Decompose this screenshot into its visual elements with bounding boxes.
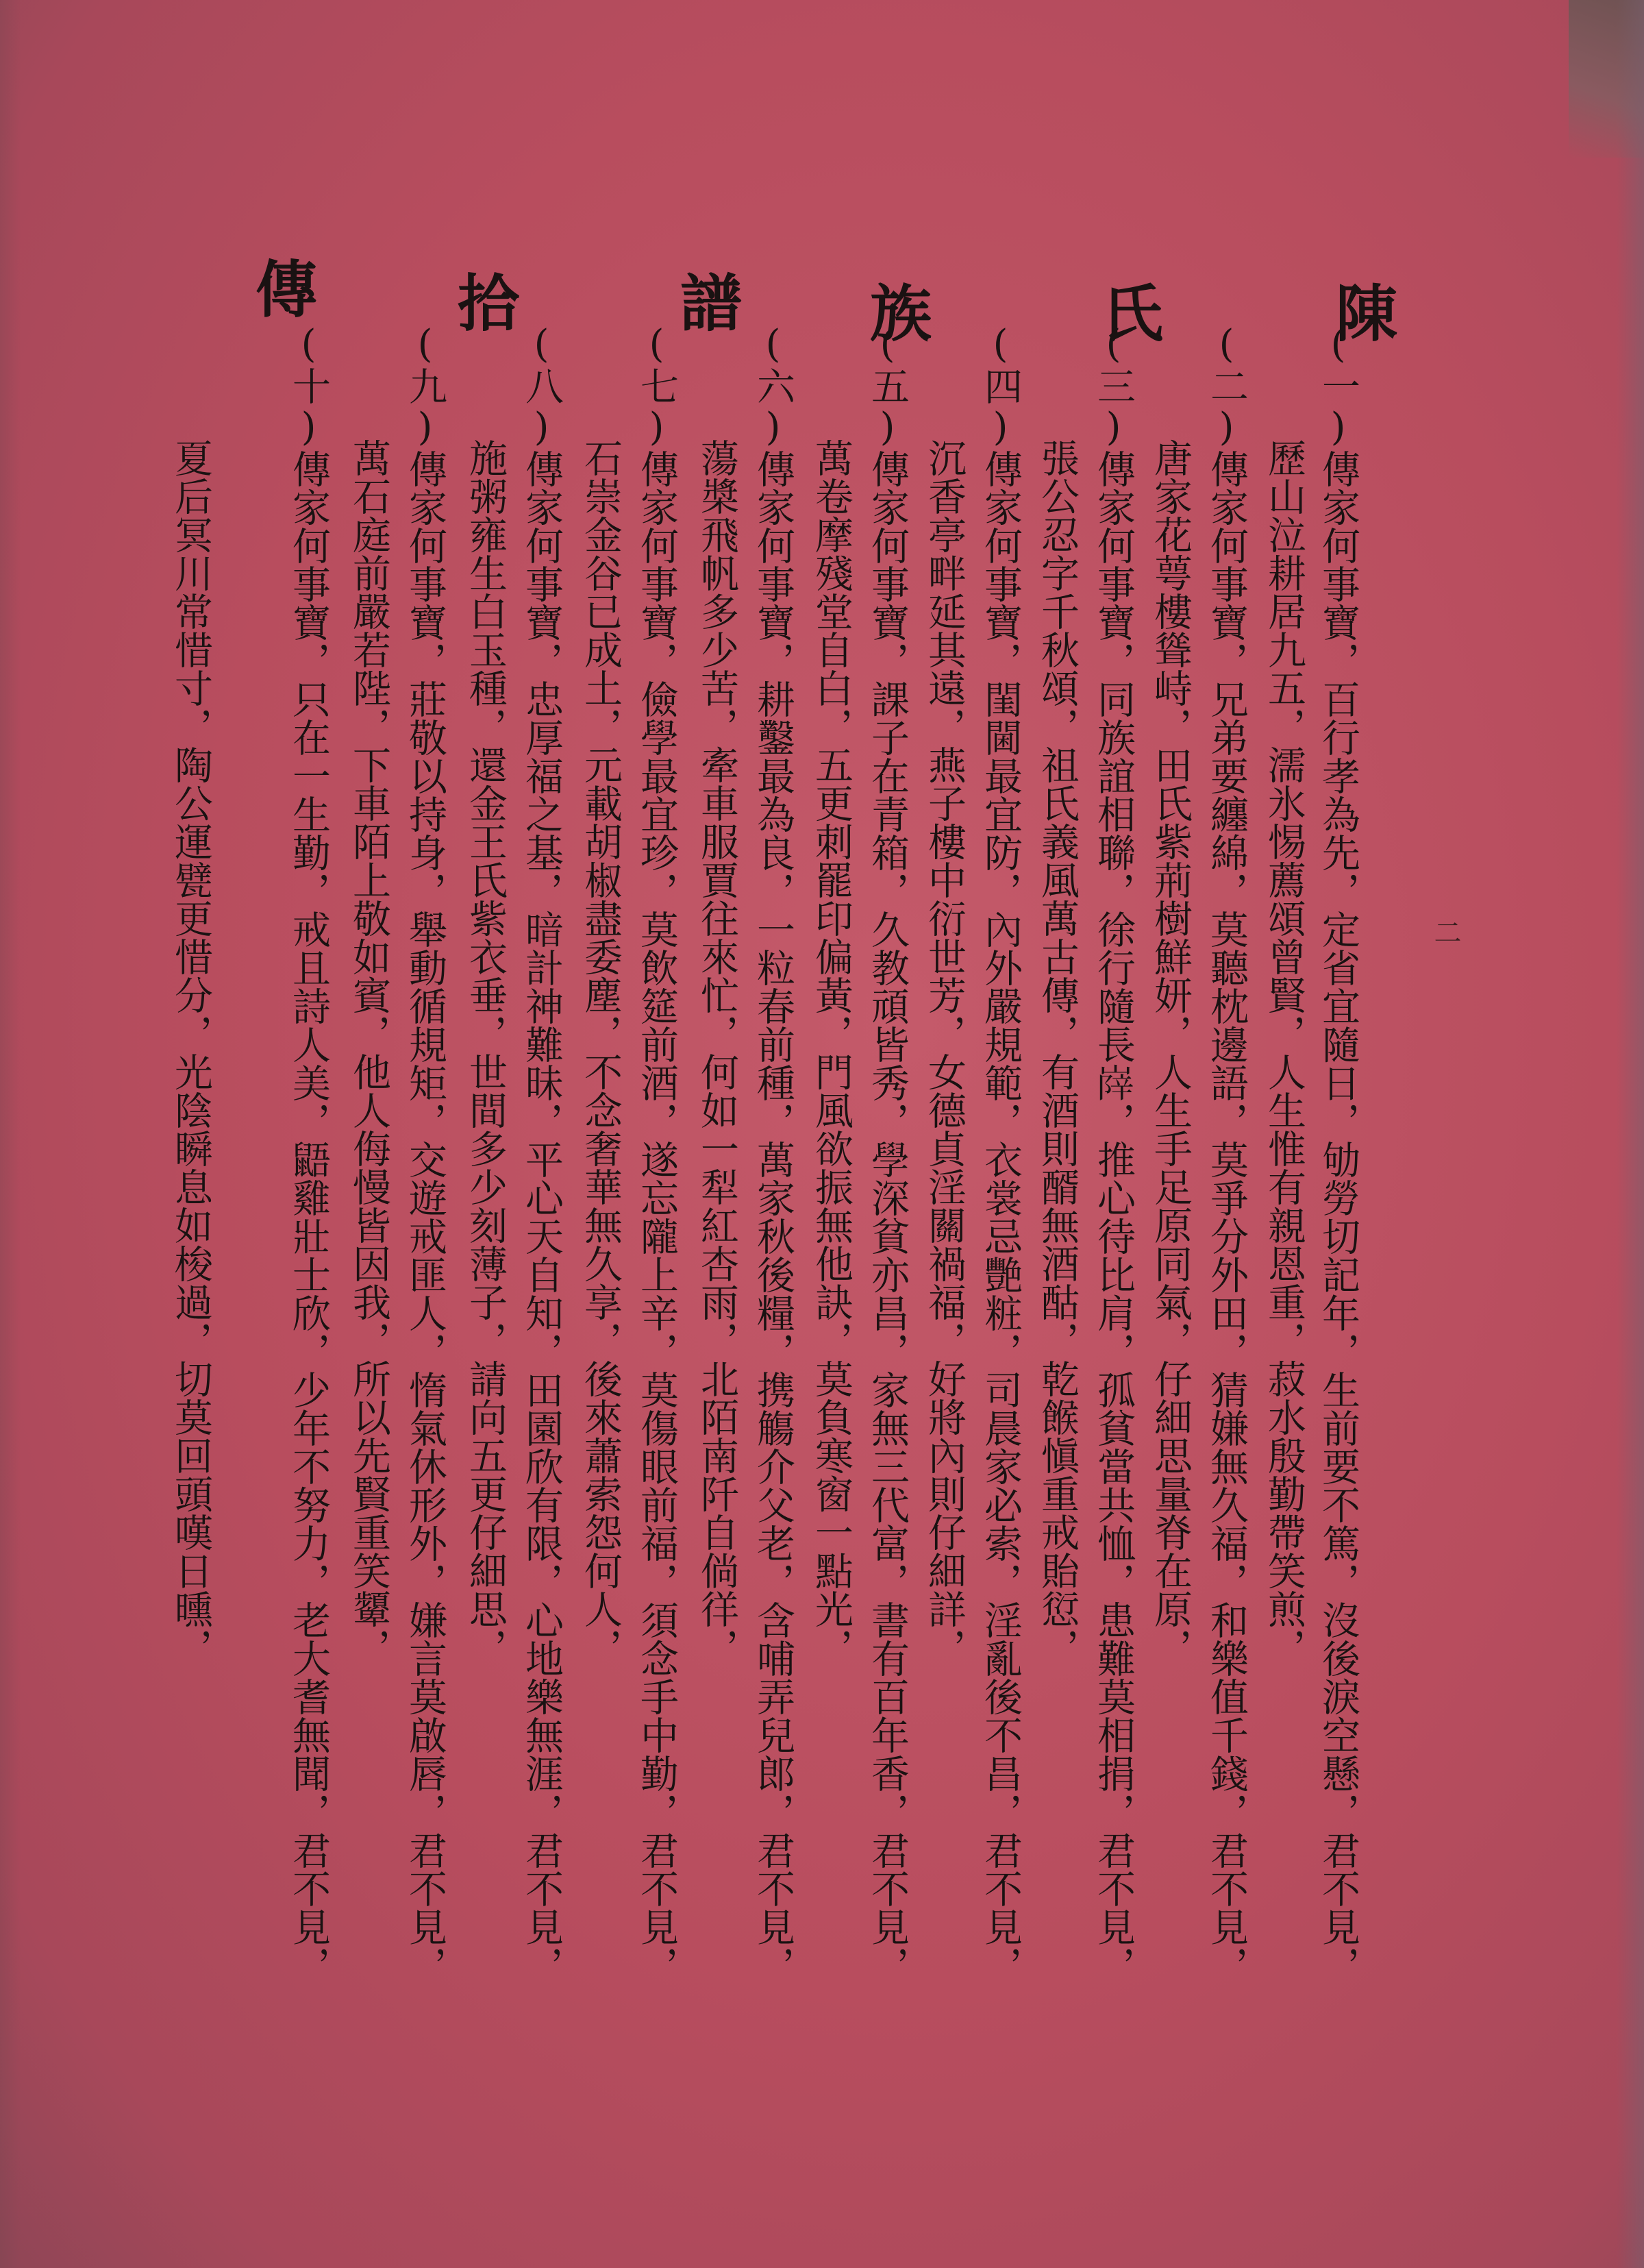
verse-2-line-1: (二)傳家何事寶，兄弟要纏綿，莫聽枕邊語，莫爭分外田，猜嫌無久福，和樂值千錢，君不見， — [1204, 322, 1249, 1984]
verse-9-line-2: 萬石庭前嚴若陛，下車陌上敬如賓，他人侮慢皆因我，所以先賢重笑顰， — [347, 439, 391, 1666]
verse-7-line-1: (七)傳家何事寶，儉學最宜珍，莫飲筵前酒，遂忘隴上辛，莫傷眼前福，須念手中勤，君不見， — [634, 322, 679, 1984]
verse-10-line-1: (十)傳家何事寶，只在一生勤，戒且詩人美，鼯雞壯士欣，少年不努力，老大耆無聞，君不見， — [286, 322, 331, 1984]
verse-3-line-2: 張公忍字千秋頌，祖氏義風萬古傳，有酒則醑無酒酤，乾餱愼重戒貽愆， — [1035, 439, 1080, 1666]
verse-1-line-2: 歷山泣耕居九五，濡氷惕薦頌曾賢，人生惟有親恩重，菽水殷勤帶笑煎， — [1262, 439, 1306, 1666]
verse-9-line-1: (九)傳家何事寶，莊敬以持身，舉動循規矩，交遊戒匪人，惰氣休形外，嫌言莫啟唇，君不見， — [403, 322, 447, 1984]
title-char-5: 拾 — [447, 271, 519, 332]
title-char-3: 族 — [859, 281, 932, 343]
title-char-1: 陳 — [1325, 281, 1397, 343]
verse-8-line-2: 施粥雍生白玉種，還金王氏紫衣垂，世間多少刻薄子，請向五更仔細思， — [463, 439, 508, 1666]
verse-3-line-1: (三)傳家何事寶，同族誼相聯，徐行隨長𡺰，推心待比肩，孤貧當共恤，患難莫相捐，君不見， — [1091, 322, 1136, 1984]
verse-2-line-2: 唐家花萼樓聳峙，田氏紫荊樹鮮妍，人生手足原同氣，仔細思量脊在原， — [1148, 439, 1193, 1666]
page-edge-right — [1617, 0, 1644, 2268]
title-char-4: 譜 — [669, 271, 742, 332]
verse-5-line-2: 萬卷摩殘堂自白，五更刺罷印偏黃，門風欲振無他訣，莫負寒窗一點光， — [809, 439, 854, 1666]
verse-7-line-2: 石崇金谷已成土，元載胡椒盡委塵，不念奢華無久享，後來蕭索怨何人， — [578, 439, 623, 1666]
page-number: 二 — [1430, 918, 1461, 946]
verse-4-line-2: 沉香亭畔延其遠，燕子樓中衍世芳，女德貞淫關禍福，好將內則仔細詳， — [922, 439, 967, 1666]
verse-6-line-2: 蕩槳飛帆多少苦，牽車服賈往來忙，何如一犁紅杏雨，北陌南阡自倘徉， — [695, 439, 739, 1666]
title-char-2: 氏 — [1091, 281, 1163, 343]
title-char-6: 傳 — [245, 257, 317, 319]
verse-1-line-1: (一)傳家何事寶，百行孝為先，定省宜隨日，劬勞切記年，生前要不篤，沒後淚空懸，君不見， — [1316, 322, 1360, 1984]
verse-5-line-1: (五)傳家何事寶，課子在青箱，久教頑皆秀，學深貧亦昌，家無三代富，書有百年香，君不見， — [865, 322, 910, 1984]
page-edge-left — [0, 0, 21, 2268]
verse-6-line-1: (六)傳家何事寶，耕鑿最為良，一粒春前種，萬家秋後糧，携觴介父老，含哺弄兒郎，君不見， — [751, 322, 795, 1984]
verse-4-line-1: (四)傳家何事寶，閨閫最宜防，內外嚴規範，衣裳忌艷粧，司晨家必索，淫亂後不昌，君不見， — [978, 322, 1023, 1984]
verse-10-line-2: 夏后冥川常惜寸，陶公運甓更惜分，光陰瞬息如梭過，切莫回頭嘆日曛， — [169, 439, 213, 1666]
verse-8-line-1: (八)傳家何事寶，忠厚福之基，暗計神難昧，平心天自知，田園欣有限，心地樂無涯，君不見， — [519, 322, 564, 1984]
